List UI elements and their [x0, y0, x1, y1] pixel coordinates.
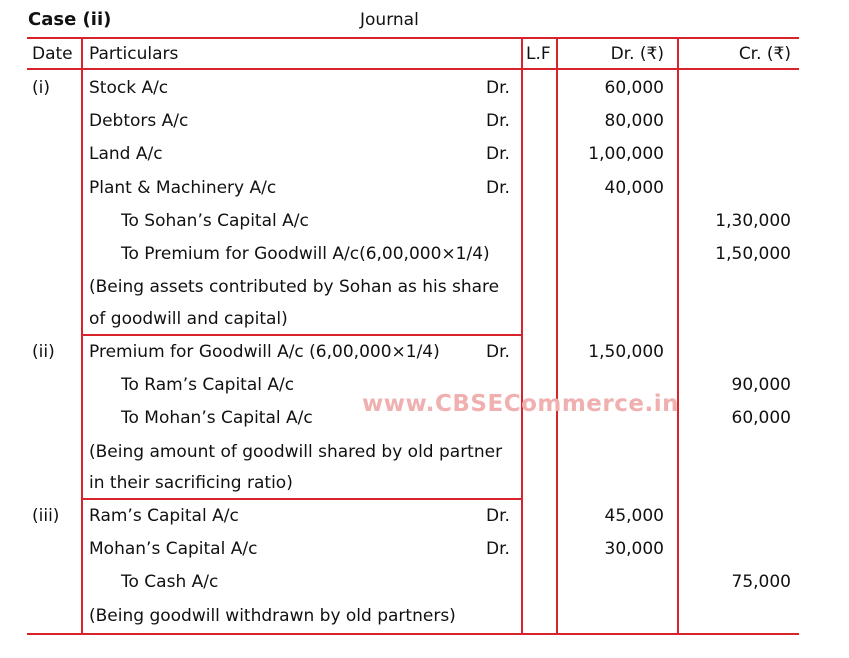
debit-account: Debtors A/c: [89, 111, 189, 131]
narration-line: in their sacrificing ratio): [89, 473, 293, 493]
credit-account: To Sohan’s Capital A/c: [121, 211, 309, 231]
credit-amount: 60,000: [731, 408, 791, 428]
debit-tag: Dr.: [486, 78, 510, 98]
debit-amount: 80,000: [604, 111, 664, 131]
debit-tag: Dr.: [486, 506, 510, 526]
narration-line: (Being assets contributed by Sohan as his share: [89, 277, 500, 297]
debit-account: Stock A/c: [89, 78, 169, 98]
credit-amount: 1,30,000: [715, 211, 791, 231]
entry-divider-2: [81, 498, 522, 500]
entry-date: (i): [32, 78, 50, 98]
debit-tag: Dr.: [486, 144, 510, 164]
credit-account: To Premium for Goodwill A/c(6,00,000×1/4): [121, 244, 490, 264]
narration-line: (Being amount of goodwill shared by old partner: [89, 442, 503, 462]
debit-tag: Dr.: [486, 342, 510, 362]
header-credit: Cr. (₹): [738, 44, 791, 64]
debit-amount: 40,000: [604, 178, 664, 198]
credit-account: To Cash A/c: [121, 572, 219, 592]
debit-amount: 60,000: [604, 78, 664, 98]
header-bottom-rule: [27, 68, 799, 70]
debit-account: Mohan’s Capital A/c: [89, 539, 258, 559]
debit-tag: Dr.: [486, 539, 510, 559]
table-top-rule: [27, 37, 799, 39]
narration-line: of goodwill and capital): [89, 309, 288, 329]
entry-date: (ii): [32, 342, 55, 362]
debit-amount: 1,50,000: [588, 342, 664, 362]
journal-title: Journal: [360, 10, 419, 30]
debit-amount: 30,000: [604, 539, 664, 559]
header-date: Date: [32, 44, 73, 64]
narration-line: (Being goodwill withdrawn by old partners): [89, 606, 456, 626]
entry-divider-1: [81, 334, 522, 336]
debit-account: Plant & Machinery A/c: [89, 178, 277, 198]
watermark: www.CBSECommerce.in: [362, 391, 679, 417]
debit-tag: Dr.: [486, 178, 510, 198]
dr-column-rule: [677, 37, 679, 634]
lf-column-rule: [556, 37, 558, 634]
debit-account: Land A/c: [89, 144, 163, 164]
debit-account: Premium for Goodwill A/c (6,00,000×1/4): [89, 342, 440, 362]
debit-tag: Dr.: [486, 111, 510, 131]
case-title: Case (ii): [28, 9, 112, 30]
debit-amount: 1,00,000: [588, 144, 664, 164]
particulars-column-rule: [521, 37, 523, 634]
debit-amount: 45,000: [604, 506, 664, 526]
credit-amount: 75,000: [731, 572, 791, 592]
header-lf: L.F: [526, 44, 551, 64]
header-particulars: Particulars: [89, 44, 179, 64]
date-column-rule: [81, 37, 83, 634]
credit-account: To Mohan’s Capital A/c: [121, 408, 313, 428]
header-debit: Dr. (₹): [610, 44, 664, 64]
credit-amount: 90,000: [731, 375, 791, 395]
entry-date: (iii): [32, 506, 60, 526]
credit-amount: 1,50,000: [715, 244, 791, 264]
debit-account: Ram’s Capital A/c: [89, 506, 239, 526]
credit-account: To Ram’s Capital A/c: [121, 375, 295, 395]
table-bottom-rule: [27, 633, 799, 635]
